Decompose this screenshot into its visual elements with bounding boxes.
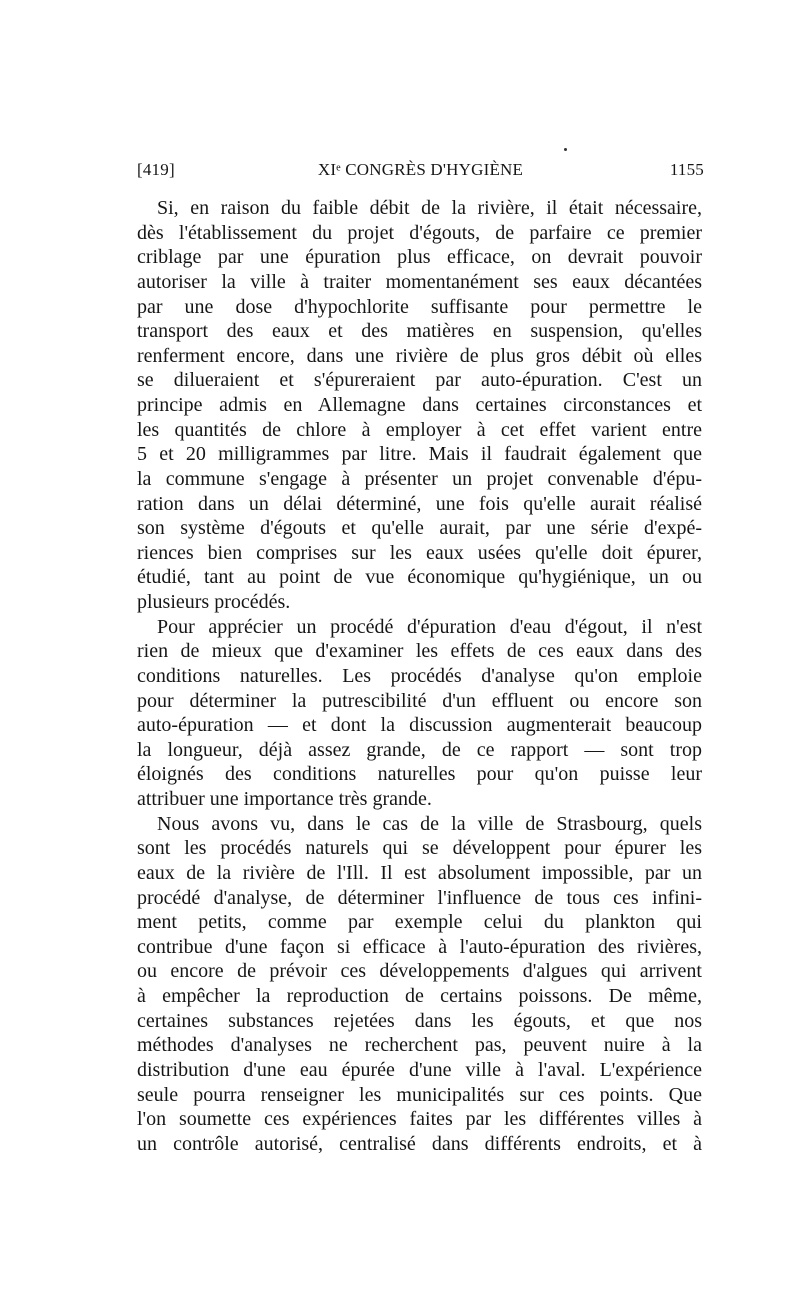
text-line: riences bien comprises sur les eaux usées qu'elle doit épurer,	[137, 541, 702, 564]
text-line: principe admis en Allemagne dans certaines circonstances et	[137, 394, 702, 416]
text-line: criblage par une épuration plus efficace, on devrait pouvoir	[137, 246, 702, 269]
text-line: distribution d'une eau épurée d'une ville à l'aval. L'expérience	[137, 1058, 702, 1081]
text-line: Si, en raison du faible débit de la rivière, il était nécessaire,	[157, 197, 702, 219]
text-line: la commune s'engage à présenter un projet convenable d'épu-	[137, 467, 702, 490]
text-line: Pour apprécier un procédé d'épuration d'eau d'égout, il n'est	[157, 615, 702, 638]
text-line: renferment encore, dans une rivière de plus gros débit où elles	[137, 344, 702, 367]
text-line: à empêcher la reproduction de certains poissons. De même,	[137, 985, 702, 1007]
header-page-ref: [419]	[137, 160, 175, 179]
text-line: étudié, tant au point de vue économique qu'hygiénique, un ou	[137, 566, 702, 589]
header-title: XIᵉ CONGRÈS D'HYGIÈNE	[317, 160, 524, 179]
text-line: eaux de la rivière de l'Ill. Il est absolument impossible, par un	[137, 861, 702, 884]
text-line: dès l'établissement du projet d'égouts, de parfaire ce premier	[137, 221, 702, 244]
text-line: seule pourra renseigner les municipalités sur ces points. Que	[137, 1083, 702, 1106]
text-line: autoriser la ville à traiter momentanément ses eaux décantées	[137, 270, 702, 293]
text-line: par une dose d'hypochlorite suffisante pour permettre le	[137, 295, 702, 318]
text-line: l'on soumette ces expériences faites par les différentes villes à	[137, 1108, 702, 1131]
text-line: pour déterminer la putrescibilité d'un effluent ou encore son	[137, 689, 702, 712]
print-speck	[564, 148, 567, 151]
text-line: Nous avons vu, dans le cas de la ville de Strasbourg, quels	[157, 812, 702, 835]
text-line: plusieurs procédés.	[137, 591, 291, 613]
text-line: ration dans un délai déterminé, une fois qu'elle aurait réalisé	[137, 492, 702, 515]
text-line: 5 et 20 milligrammes par litre. Mais il faudrait également que	[137, 443, 702, 466]
text-line: conditions naturelles. Les procédés d'analyse qu'on emploie	[137, 664, 702, 687]
text-line: transport des eaux et des matières en suspension, qu'elles	[137, 320, 702, 343]
text-line: rien de mieux que d'examiner les effets de ces eaux dans des	[137, 640, 702, 663]
text-line: attribuer une importance très grande.	[137, 788, 432, 810]
text-line: contribue d'une façon si efficace à l'auto-épuration des rivières,	[137, 935, 702, 958]
text-line: procédé d'analyse, de déterminer l'influence de tous ces infini-	[137, 886, 702, 909]
text-line: la longueur, déjà assez grande, de ce rapport — sont trop	[137, 738, 702, 761]
text-line: se dilueraient et s'épureraient par auto-épuration. C'est un	[137, 369, 702, 392]
body-text	[137, 196, 702, 1156]
text-line: éloignés des conditions naturelles pour qu'on puisse leur	[137, 763, 702, 786]
text-line: méthodes d'analyses ne recherchent pas, peuvent nuire à la	[137, 1034, 702, 1057]
running-header	[137, 160, 704, 188]
text-line: ou encore de prévoir ces développements d'algues qui arrivent	[137, 960, 702, 983]
text-line: certaines substances rejetées dans les égouts, et que nos	[137, 1009, 702, 1032]
text-line: sont les procédés naturels qui se développent pour épurer les	[137, 837, 702, 860]
text-line: un contrôle autorisé, centralisé dans différents endroits, et à	[137, 1132, 702, 1155]
text-line: son système d'égouts et qu'elle aurait, par une série d'expé-	[137, 517, 702, 540]
text-line: les quantités de chlore à employer à cet effet varient entre	[137, 418, 702, 441]
text-line: ment petits, comme par exemple celui du plankton qui	[137, 911, 702, 934]
header-page-number: 1155	[669, 160, 704, 179]
text-line: auto-épuration — et dont la discussion augmenterait beaucoup	[137, 714, 702, 737]
